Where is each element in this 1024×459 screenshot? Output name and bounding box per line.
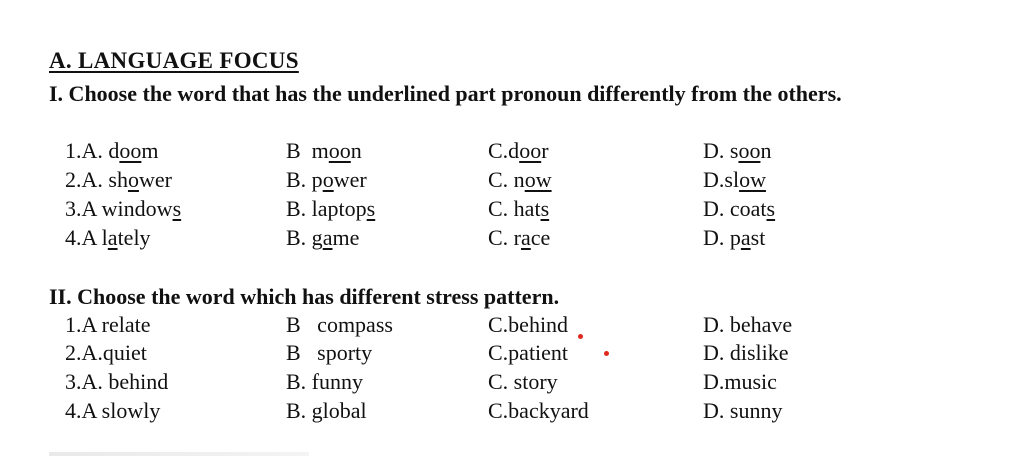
question-1-row-1	[0, 136, 1024, 165]
underlined-part: oo	[738, 138, 761, 163]
underlined-part: s	[366, 196, 376, 221]
underlined-part: o	[322, 167, 334, 192]
option-d: D. sunny	[703, 398, 783, 423]
section-heading: A. LANGUAGE FOCUS	[49, 48, 299, 73]
underlined-part: a	[740, 225, 751, 250]
option-a: 1.A. doom	[65, 138, 159, 163]
option-b: B. global	[286, 398, 367, 423]
underlined-part: oo	[519, 138, 542, 163]
option-d: D.music	[703, 369, 777, 394]
underlined-part: s	[766, 196, 776, 221]
underlined-part: s	[172, 196, 182, 221]
option-d: D. soon	[703, 138, 772, 163]
question-2-instruction: II. Choose the word which has different stress pattern.	[49, 284, 560, 309]
underlined-part: oo	[328, 138, 351, 163]
option-a: 3.A. behind	[65, 369, 169, 394]
question-2-row-4	[0, 396, 1024, 425]
option-d: D. dislike	[703, 340, 789, 365]
option-a: 2.A. shower	[65, 167, 172, 192]
option-b: B. game	[286, 225, 360, 250]
option-b: B moon	[286, 138, 362, 163]
option-c: C.behind	[488, 312, 569, 337]
option-a: 3.A windows	[65, 196, 182, 221]
underlined-part: ow	[739, 167, 766, 192]
faint-cut-off-line	[49, 452, 309, 456]
underlined-part: s	[540, 196, 550, 221]
option-c: C.door	[488, 138, 549, 163]
underlined-part: o	[127, 167, 139, 192]
option-a: 2.A.quiet	[65, 340, 147, 365]
option-d: D.slow	[703, 167, 766, 192]
option-d: D. coats	[703, 196, 776, 221]
question-1-instruction: I. Choose the word that has the underlined part pronoun differently from the others.	[49, 81, 842, 106]
underlined-part: a	[107, 225, 118, 250]
option-c: C. race	[488, 225, 551, 250]
question-2-row-2	[0, 338, 1024, 367]
option-b: B. funny	[286, 369, 363, 394]
option-c: C. story	[488, 369, 558, 394]
option-c: C. now	[488, 167, 552, 192]
option-b: B. laptops	[286, 196, 376, 221]
option-d: D. past	[703, 225, 766, 250]
option-a: 4.A slowly	[65, 398, 161, 423]
option-c: C.patient	[488, 340, 569, 365]
option-c: C.backyard	[488, 398, 589, 423]
annotation-dot	[578, 334, 583, 339]
underlined-part: oo	[119, 138, 142, 163]
question-1-row-3	[0, 194, 1024, 223]
question-1-row-4	[0, 223, 1024, 252]
annotation-dot	[604, 351, 609, 356]
underlined-part: ow	[524, 167, 552, 192]
option-c: C. hats	[488, 196, 550, 221]
question-2-row-1	[0, 310, 1024, 339]
option-a: 1.A relate	[65, 312, 151, 337]
underlined-part: a	[521, 225, 531, 250]
question-2-row-3	[0, 367, 1024, 396]
option-d: D. behave	[703, 312, 793, 337]
option-b: B. power	[286, 167, 367, 192]
question-1-row-2	[0, 165, 1024, 194]
option-b: B sporty	[286, 340, 373, 365]
underlined-part: a	[322, 225, 333, 250]
option-b: B compass	[286, 312, 393, 337]
option-a: 4.A lately	[65, 225, 151, 250]
